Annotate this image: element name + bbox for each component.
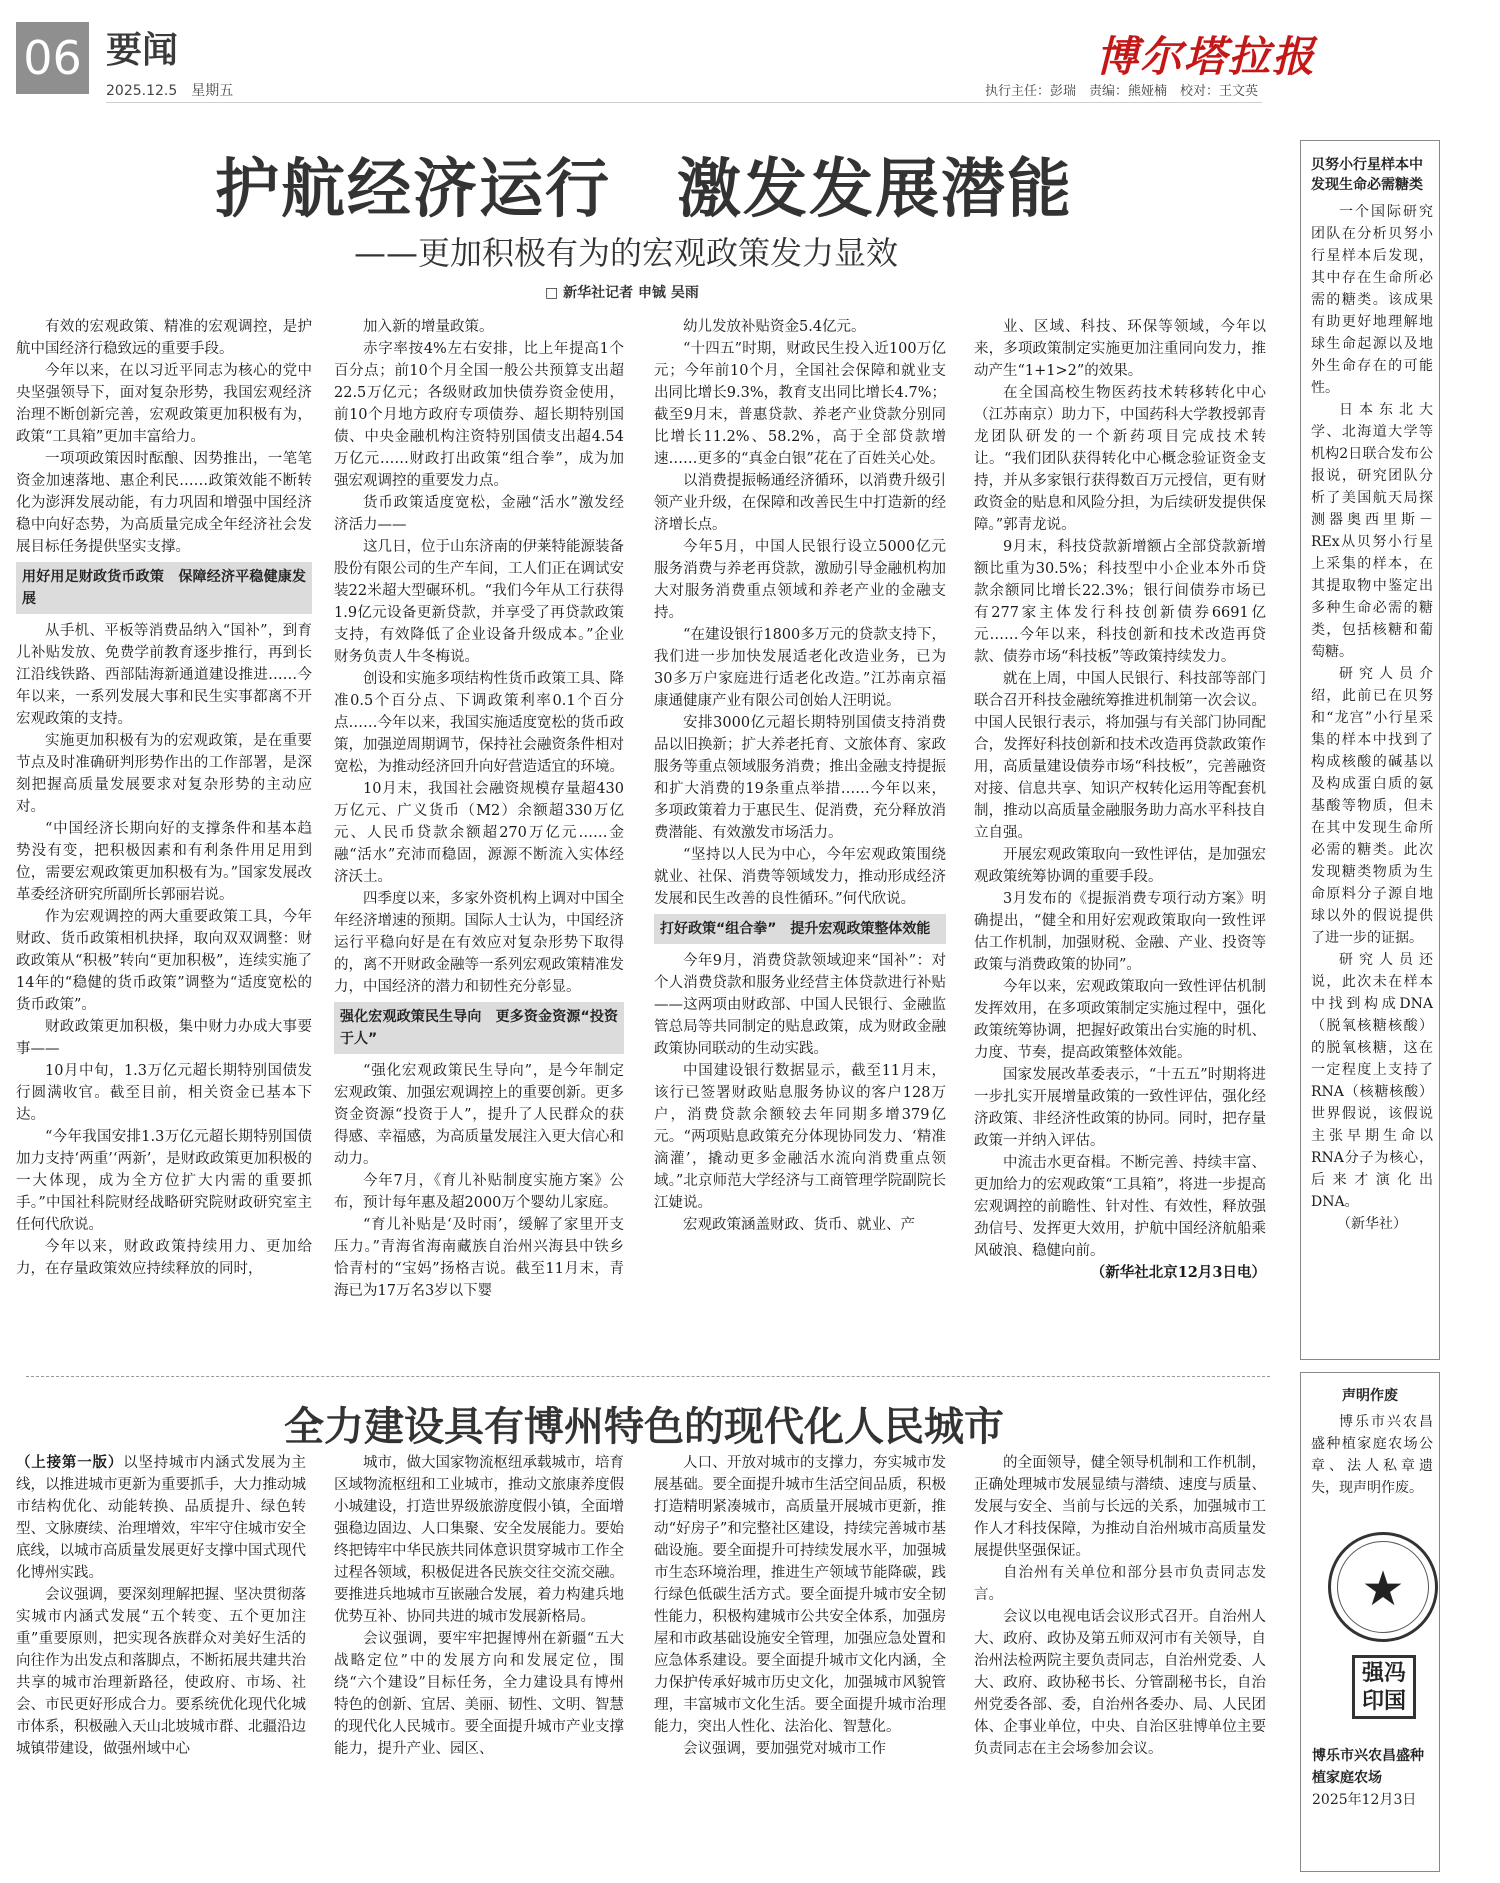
issue-date: 2025.12.5 星期五 — [106, 83, 234, 99]
paragraph: 研究人员介绍，此前已在贝努和“龙宫”小行星采集的样本中找到了构成核酸的碱基以及构成蛋白质的氨基酸等物质，但未在其中发现生命所必需的糖类。此次发现糖类物质为生命原料分子源自地球以外的假说提供了进一步的证据。 — [1311, 666, 1433, 946]
paragraph: 以消费提振畅通经济循环，以消费升级引领产业升级，在保障和改善民生中打造新的经济增长点。 — [654, 473, 946, 533]
paragraph: “育儿补贴是‘及时雨’，缓解了家里开支压力。”青海省海南藏族自治州兴海县中铁乡恰青村的“宝妈”扬格吉说。截至11月末，青海已为17万名3岁以下婴 — [334, 1217, 624, 1299]
paragraph: 作为宏观调控的两大重要政策工具，今年财政、货币政策相机抉择，取向双双调整：财政政策从“积极”转向“更加积极”，连续实施了14年的“稳健的货币政策”调整为“适度宽松的货币政策”。 — [16, 909, 312, 1013]
sidebar-paragraphs — [1311, 201, 1433, 1213]
paragraph: 在全国高校生物医药技术转移转化中心（江苏南京）助力下，中国药科大学教授郭青龙团队研发的一个新药项目完成技术转让。“我们团队获得转化中心概念验证资金支持，并从多家银行获得数百万元授信，更有财政资金的贴息和风险分担，为后续研发提供保障。”郭青龙说。 — [974, 385, 1266, 533]
paragraph: 安排3000亿元超长期特别国债支持消费品以旧换新；扩大养老托育、文旅体育、家政服务等重点领域服务消费；推出金融支持提振和扩大消费的19条重点举措……今年以来，多项政策着力于惠民生、促消费，充分释放消费潜能、有效激发市场活力。 — [654, 715, 946, 841]
paragraph: “十四五”时期，财政民生投入近100万亿元；今年前10个月，全国社会保障和就业支出同比增长9.3%，教育支出同比增长4.7%；截至9月末，普惠贷款、养老产业贷款分别同比增长11.2%、58.2%，高于全部贷款增速……更多的“真金白银”花在了百姓关心处。 — [654, 341, 946, 467]
personal-seal-stamp: 强冯印国 — [1352, 1655, 1416, 1719]
paragraph: 日本东北大学、北海道大学等机构2日联合发布公报说，研究团队分析了美国航天局探测器奥西里斯－REx从贝努小行星上采集的样本，在其提取物中鉴定出多种生命必需的糖类，包括核糖和葡萄糖。 — [1311, 402, 1433, 660]
paragraph: 从手机、平板等消费品纳入“国补”，到育儿补贴发放、免费学前教育逐步推行，再到长江沿线铁路、西部陆海新通道建设推进……今年以来，一系列发展大事和民生实事都离不开宏观政策的支持。 — [16, 623, 312, 727]
a2col3-paragraphs — [654, 1452, 946, 1760]
notice-text-wrap — [1301, 1409, 1439, 1499]
col2-paragraphs — [334, 316, 624, 998]
paragraph: 货币政策适度宽松，金融“活水”激发经济活力—— — [334, 495, 624, 533]
sidebar-title: 贝努小行星样本中发现生命必需糖类 — [1311, 157, 1423, 193]
paragraph: 就在上周，中国人民银行、科技部等部门联合召开科技金融统筹推进机制第一次会议。中国人民银行表示，将加强与有关部门协同配合，发挥好科技创新和技术改造再贷款政策作用，高质量建设债券市场“科技板”，完善融资对接、信息共享、知识产权转化运用等配套机制，推动以高质量金融服务助力高水平科技自立自强。 — [974, 671, 1266, 841]
article-byline: □ 新华社记者 申铖 吴雨 — [545, 285, 699, 301]
paragraph: 城市，做大国家物流枢纽承载城市，培育区域物流枢纽和工业城市，推动文旅康养度假小城建设，打造世界级旅游度假小镇，全面增强稳边固边、人口集聚、安全发展能力。要始终把铸牢中华民族共同体意识贯穿城市工作全过程各领域，积极促进各民族交往交流交融。要推进兵地城市互嵌融合发展，着力构建兵地优势互补、协同共进的城市发展新格局。 — [334, 1455, 624, 1625]
article2-column-1 — [16, 1452, 306, 1877]
paragraph: 中国建设银行数据显示，截至11月末，该行已签署财政贴息服务协议的客户128万户，消费贷款余额较去年同期多增379亿元。“两项贴息政策充分体现协同发力、‘精准滴灌’，撬动更多金融活水流向消费重点领域。”北京师范大学经济与工商管理学院副院长江婕说。 — [654, 1063, 946, 1211]
article2-col1-first — [16, 1452, 306, 1584]
paragraph: “强化宏观政策民生导向”，是今年制定宏观政策、加强宏观调控上的重要创新。更多资金资源“投资于人”，提升了人民群众的获得感、幸福感，为高质量发展注入更大信心和动力。 — [334, 1063, 624, 1167]
paragraph: 四季度以来，多家外资机构上调对中国全年经济增速的预期。国际人士认为，中国经济运行平稳向好是在有效应对复杂形势下取得的，离不开财政金融等一系列宏观政策精准发力，中国经济的潜力和韧性充分彰显。 — [334, 891, 624, 995]
paragraph: 会议强调，要牢牢把握博州在新疆“五大战略定位”中的发展方向和发展定位，围绕“六个建设”目标任务，全力建设具有博州特色的创新、宜居、美丽、韧性、文明、智慧的现代化人民城市。要全面提升城市产业支撑能力，提升产业、园区、 — [334, 1631, 624, 1757]
sidebar-news-box — [1300, 140, 1440, 1360]
article2-col1-second: 会议强调，要深刻理解把握、坚决贯彻落实城市内涵式发展“五个转变、五个更加注重”重要原则，把实现各族群众对美好生活的向往作为出发点和落脚点，不断拓展共建共治共享的城市治理新路径，使政府、市场、社会、市民更好形成合力。要系统优化现代化城市体系，积极融入天山北坡城市群、北疆沿边城镇带建设，做强州域中心 — [16, 1587, 306, 1757]
notice-text: 博乐市兴农昌盛种植家庭农场公章、法人私章遗失，现声明作废。 — [1311, 1414, 1433, 1496]
paragraph: 财政政策更加积极，集中财力办成大事要事—— — [16, 1019, 312, 1057]
article1-column-2 — [334, 316, 624, 1336]
section-title: 要闻 — [106, 30, 179, 71]
paragraph: 自治州有关单位和部分县市负责同志发言。 — [974, 1565, 1266, 1603]
col1b-paragraphs — [16, 620, 312, 1280]
paragraph: 有效的宏观政策、精准的宏观调控，是护航中国经济行稳致远的重要手段。 — [16, 319, 312, 357]
article1-column-1 — [16, 316, 312, 1336]
paragraph: 创设和实施多项结构性货币政策工具、降准0.5个百分点、下调政策利率0.1个百分点……今年以来，我国实施适度宽松的货币政策，加强逆周期调节，保持社会融资条件相对宽松，为推动经济回升向好营造适宜的环境。 — [334, 671, 624, 775]
paragraph: 3月发布的《提振消费专项行动方案》明确提出，“健全和用好宏观政策取向一致性评估工作机制，加强财税、金融、产业、投资等政策与消费政策的协同”。 — [974, 891, 1266, 973]
paragraph: 10月中旬，1.3万亿元超长期特别国债发行圆满收官。截至目前，相关资金已基本下达。 — [16, 1063, 312, 1123]
article1-column-4 — [974, 316, 1266, 1346]
continued-marker: （上接第一版） — [16, 1454, 124, 1471]
paragraph: 业、区域、科技、环保等领域，今年以来，多项政策制定实施更加注重同向发力，推动产生“1+1>2”的效果。 — [974, 319, 1266, 379]
paragraph: 今年以来，在以习近平同志为核心的党中央坚强领导下，面对复杂形势，我国宏观经济治理不断创新完善，宏观政策更加积极有为，政策“工具箱”更加丰富给力。 — [16, 363, 312, 445]
subsection-heading-2: 强化宏观政策民生导向 更多资金资源“投资于人” — [334, 1002, 624, 1054]
subsection-heading-1: 用好用足财政货币政策 保障经济平稳健康发展 — [16, 562, 312, 614]
col1-paragraphs — [16, 316, 312, 558]
paragraph: 实施更加积极有为的宏观政策，是在重要节点及时准确研判形势作出的工作部署，是深刻把握高质量发展要求对复杂形势的主动应对。 — [16, 733, 312, 815]
paragraph: 会议以电视电话会议形式召开。自治州人大、政府、政协及第五师双河市有关领导，自治州法检两院主要负责同志，自治州党委、人大、政府、政协秘书长、分管副秘书长，自治州党委各部、委，自治州各委办、局、人民团体、企事业单位，中央、自治区驻博单位主要负责同志在主会场参加会议。 — [974, 1609, 1266, 1757]
paragraph: 今年7月，《育儿补贴制度实施方案》公布，预计每年惠及超2000万个婴幼儿家庭。 — [334, 1173, 624, 1211]
paragraph: 会议强调，要加强党对城市工作 — [683, 1741, 886, 1757]
paragraph: 国家发展改革委表示，“十五五”时期将进一步扎实开展增量政策的一致性评估，强化经济政策、非经济性政策的协同。同时，把存量政策一并纳入评估。 — [974, 1067, 1266, 1149]
editors-line: 执行主任：彭瑞 责编：熊娅楠 校对：王文英 — [985, 84, 1259, 99]
page-number: 06 — [16, 22, 89, 94]
article2-col1-first-text: 以坚持城市内涵式发展为主线，以推进城市更新为重要抓手，大力推动城市结构优化、动能转换、品质提升、绿色转型、文脉赓续、治理增效，牢牢守住城市安全底线，以城市高质量发展更好支撑中国式现代化博州实践。 — [16, 1455, 306, 1581]
paragraph: 加入新的增量政策。 — [363, 319, 494, 335]
col3-paragraphs — [654, 316, 946, 910]
notice-signature — [1312, 1745, 1432, 1811]
paragraph: 研究人员还说，此次未在样本中找到构成DNA（脱氧核糖核酸）的脱氧核糖，这在一定程度上支持了RNA（核糖核酸）世界假说，该假说主张早期生命以RNA分子为核心，后来才演化出DNA。 — [1311, 952, 1433, 1210]
sidebar-text — [1301, 199, 1439, 1235]
paragraph: 9月末，科技贷款新增额占全部贷款新增额比重为30.5%；科技型中小企业本外币贷款余额同比增长22.3%；银行间债券市场已有277家主体发行科技创新债券6691亿元……今年以来，科技创新和技术改造再贷款、债券市场“科技板”等政策持续发力。 — [974, 539, 1266, 665]
col3b-paragraphs — [654, 950, 946, 1236]
paragraph: 今年以来，财政政策持续用力、更加给力，在存量政策效应持续释放的同时， — [16, 1239, 312, 1277]
paragraph: 人口、开放对城市的支撑力，夯实城市发展基础。要全面提升城市生活空间品质，积极打造精明紧凑城市，高质量开展城市更新，推动“好房子”和完整社区建设，持续完善城市基础设施。要全面提升可持续发展水平，加强城市生态环境治理，推进生产领域节能降碳，践行绿色低碳生活方式。要全面提升城市安全韧性能力，积极构建城市公共安全体系，加强房屋和市政基础设施安全管理，加强应急处置和应急体系建设。要全面提升城市文化内涵，全力保护传承好城市历史文化，加强城市风貌管理，丰富城市文化生活。要全面提升城市治理能力，突出人性化、法治化、智慧化。 — [654, 1455, 946, 1735]
section-divider — [26, 1376, 1270, 1377]
official-seal-icon — [1328, 1532, 1438, 1642]
col2b-paragraphs — [334, 1060, 624, 1302]
paragraph: 10月末，我国社会融资规模存量超430万亿元、广义货币（M2）余额超330万亿元、人民币贷款余额超270万亿元……金融“活水”充沛而稳固，源源不断流入实体经济沃土。 — [334, 781, 624, 885]
subsection-heading-3: 打好政策“组合拳” 提升宏观政策整体效能 — [654, 914, 946, 944]
paragraph: 的全面领导，健全领导机制和工作机制，正确处理城市发展显绩与潜绩、速度与质量、发展与安全、当前与长远的关系，加强城市工作人才科技保障，为推动自治州城市高质量发展提供坚强保证。 — [974, 1455, 1266, 1559]
paragraph: “在建设银行1800多万元的贷款支持下，我们进一步加快发展适老化改造业务，已为30多万户家庭进行适老化改造。”江苏南京福康通健康产业有限公司创始人汪明说。 — [654, 627, 946, 709]
paragraph: 一个国际研究团队在分析贝努小行星样本后发现，其中存在生命所必需的糖类。该成果有助更好地理解地球生命起源以及地外生命存在的可能性。 — [1311, 204, 1433, 396]
paragraph: 今年以来，宏观政策取向一致性评估机制发挥效用，在多项政策制定实施过程中，强化政策统筹协调，把握好政策出台实施的时机、力度、节奏，提高政策整体效能。 — [974, 979, 1266, 1061]
article2-headline: 全力建设具有博州特色的现代化人民城市 — [284, 1404, 1004, 1450]
paragraph: “中国经济长期向好的支撑条件和基本趋势没有变，把积极因素和有利条件用足用到位，需要宏观政策更加积极有为。”国家发展改革委经济研究所副所长郭丽岩说。 — [16, 821, 312, 903]
paragraph: “今年我国安排1.3万亿元超长期特别国债加力支持‘两重’‘两新’，是财政政策更加积极的一大体现，成为全方位扩大内需的重要抓手。”中国社科院财经战略研究院财政研究室主任何代欣说。 — [16, 1129, 312, 1233]
header-rule — [106, 102, 1262, 103]
paragraph: 一项项政策因时酝酿、因势推出，一笔笔资金加速落地、惠企利民……政策效能不断转化为澎湃发展动能，有力巩固和增强中国经济稳中向好态势，为高质量完成全年经济社会发展目标任务提供坚实支撑。 — [16, 451, 312, 555]
sidebar-source: （新华社） — [1337, 1216, 1407, 1232]
article-dateline: （新华社北京12月3日电） — [1090, 1264, 1266, 1281]
paragraph: 今年5月，中国人民银行设立5000亿元服务消费与养老再贷款，激励引导金融机构加大对服务消费重点领域和养老产业的金融支持。 — [654, 539, 946, 621]
newspaper-masthead: 博尔塔拉报 — [1096, 32, 1317, 81]
paragraph: 赤字率按4%左右安排，比上年提高1个百分点；前10个月全国一般公共预算支出超22.5万亿元；各级财政加快债券资金使用，前10个月地方政府专项债券、超长期特别国债、中央金融机构注资特别国债支出超4.54万亿元……财政打出政策“组合拳”，成为加强宏观调控的重要发力点。 — [334, 341, 624, 489]
article2-column-4 — [974, 1452, 1266, 1877]
article2-column-3 — [654, 1452, 946, 1877]
paragraph: 这几日，位于山东济南的伊莱特能源装备股份有限公司的生产车间，工人们正在调试安装22米超大型碾环机。“我们今年从工行获得1.9亿元设备更新贷款，并享受了再贷款政策支持，有效降低了企业设备升级成本。”企业财务负责人牛冬梅说。 — [334, 539, 624, 665]
paragraph: 中流击水更奋楫。不断完善、持续丰富、更加给力的宏观政策“工具箱”，将进一步提高宏观调控的前瞻性、针对性、有效性，释放强劲信号、发挥更大效用，护航中国经济航船乘风破浪、稳健向前。 — [974, 1155, 1266, 1259]
col4-paragraphs — [974, 316, 1266, 1262]
a2col2-paragraphs — [334, 1452, 624, 1760]
article-subheadline: ——更加积极有为的宏观政策发力显效 — [354, 234, 899, 272]
notice-title: 声明作废 — [1342, 1388, 1398, 1404]
a2col4-paragraphs — [974, 1452, 1266, 1760]
seal-star-icon: ★ — [1361, 1561, 1405, 1617]
notice-signature-name: 博乐市兴农昌盛种植家庭农场 — [1312, 1748, 1424, 1786]
paragraph: 开展宏观政策取向一致性评估，是加强宏观政策统筹协调的重要手段。 — [974, 847, 1266, 885]
article2-column-2 — [334, 1452, 624, 1877]
paragraph: 幼儿发放补贴资金5.4亿元。 — [683, 319, 866, 335]
article-headline: 护航经济运行 激发发展潜能 — [215, 152, 1073, 227]
notice-date: 2025年12月3日 — [1312, 1792, 1417, 1808]
paragraph: “坚持以人民为中心，今年宏观政策围绕就业、社保、消费等领域发力，推动形成经济发展和民生改善的良性循环。”何代欣说。 — [654, 847, 946, 907]
paragraph: 今年9月，消费贷款领域迎来“国补”：对个人消费贷款和服务业经营主体贷款进行补贴——这两项由财政部、中国人民银行、金融监管总局等共同制定的贴息政策，成为财政金融政策协同联动的生动实践。 — [654, 953, 946, 1057]
article1-column-3 — [654, 316, 946, 1336]
paragraph: 宏观政策涵盖财政、货币、就业、产 — [683, 1217, 915, 1233]
